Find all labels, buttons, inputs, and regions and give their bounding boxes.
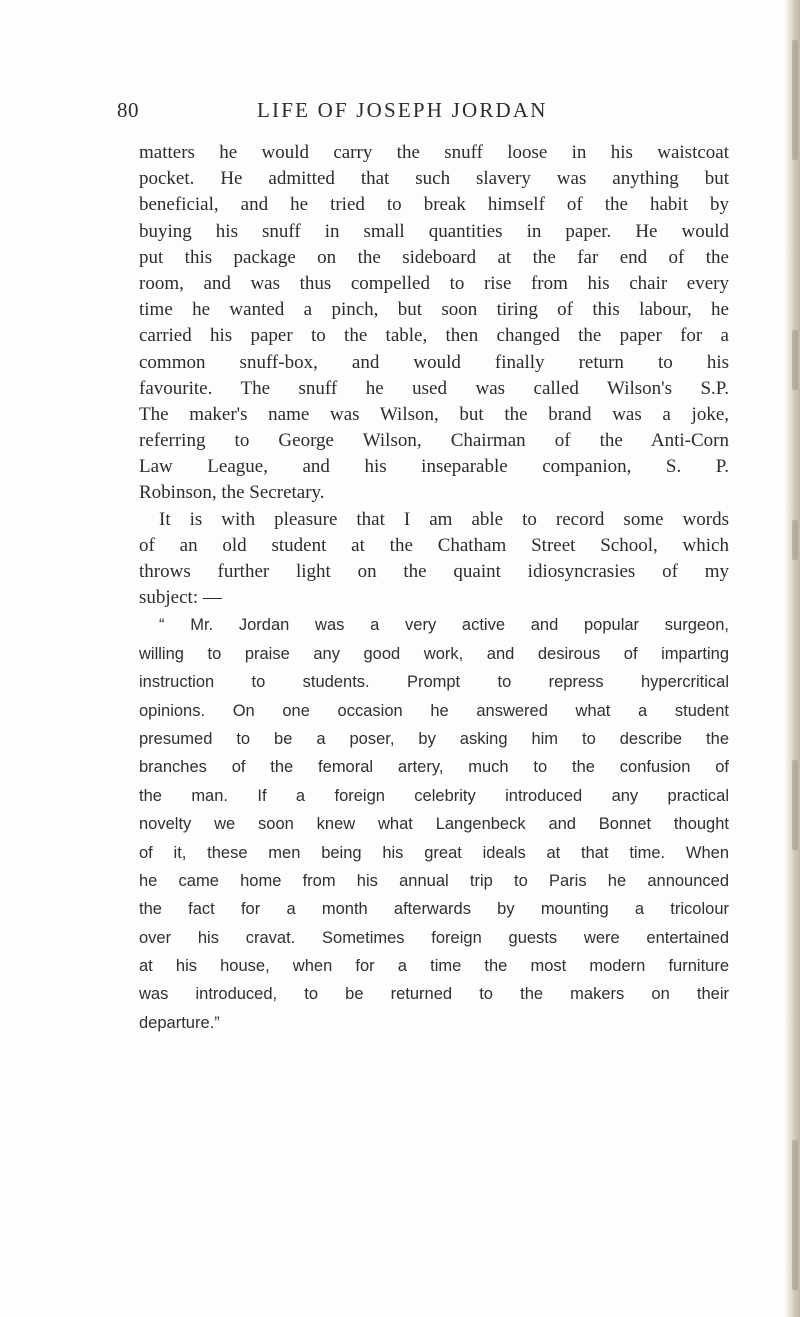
page-edge-mark xyxy=(792,1140,798,1290)
quote-line: the fact for a month afterwards by mounting a tricolour xyxy=(139,900,729,919)
quote-line: “ Mr. Jordan was a very active and popular surgeon, xyxy=(159,616,729,635)
quote-line: opinions. On one occasion he answered what a student xyxy=(139,701,729,720)
paragraph-1 xyxy=(139,140,729,507)
text-line: time he wanted a pinch, but soon tiring of this labour, he xyxy=(139,299,729,321)
quote-line: instruction to students. Prompt to repress hypercritical xyxy=(139,673,729,692)
text-line: buying his snuff in small quantities in paper. He would xyxy=(139,220,729,242)
text-line: of an old student at the Chatham Street School, which xyxy=(139,534,729,556)
page-edge-mark xyxy=(792,760,798,850)
text-line: matters he would carry the snuff loose in his waistcoat xyxy=(139,142,729,163)
text-block xyxy=(139,140,729,1037)
quote-line: at his house, when for a time the most modern furniture xyxy=(139,957,729,976)
quote-line: the man. If a foreign celebrity introduced any practical xyxy=(139,786,729,805)
page-number: 80 xyxy=(117,98,139,122)
text-line: referring to George Wilson, Chairman of the Anti-Corn xyxy=(139,430,729,452)
quote-line: he came home from his annual trip to Paris he announced xyxy=(139,871,729,890)
quote-line: departure.” xyxy=(139,1013,220,1032)
text-line: beneficial, and he tried to break himself of the habit by xyxy=(139,194,729,216)
text-line: room, and was thus compelled to rise from his chair every xyxy=(139,272,729,294)
quote-line: presumed to be a poser, by asking him to describe the xyxy=(139,729,729,748)
text-line: Robinson, the Secretary. xyxy=(139,482,325,504)
page-edge-mark xyxy=(792,330,798,390)
quote-line: willing to praise any good work, and desirous of imparting xyxy=(139,644,729,663)
page-edge-mark xyxy=(792,40,798,160)
running-head: LIFE OF JOSEPH JORDAN xyxy=(257,98,548,122)
text-line: put this package on the sideboard at the far end of the xyxy=(139,246,729,268)
page-header xyxy=(117,98,737,130)
text-line: common snuff-box, and would finally return to his xyxy=(139,351,729,373)
quote-line: branches of the femoral artery, much to the confusion of xyxy=(139,758,729,777)
quote-line: novelty we soon knew what Langenbeck and Bonnet thought xyxy=(139,815,729,834)
page-edge-shadow xyxy=(784,0,800,1317)
text-line: favourite. The snuff he used was called Wilson's S.P. xyxy=(139,377,729,399)
text-line: Law League, and his inseparable companion, S. P. xyxy=(139,456,729,478)
quote-line: was introduced, to be returned to the makers on their xyxy=(139,985,729,1004)
text-line: throws further light on the quaint idiosyncrasies of my xyxy=(139,561,729,582)
text-line: It is with pleasure that I am able to record some words xyxy=(159,508,729,530)
block-quote xyxy=(139,611,729,1037)
text-line: subject: — xyxy=(139,587,222,609)
quote-line: of it, these men being his great ideals at that time. When xyxy=(139,843,729,862)
text-line: carried his paper to the table, then changed the paper for a xyxy=(139,325,729,347)
text-line: pocket. He admitted that such slavery was anything but xyxy=(139,168,729,190)
page-edge-mark xyxy=(792,520,798,560)
paragraph-2 xyxy=(139,507,729,612)
quote-line: over his cravat. Sometimes foreign guests were entertained xyxy=(139,928,729,947)
text-line: The maker's name was Wilson, but the brand was a joke, xyxy=(139,403,729,425)
